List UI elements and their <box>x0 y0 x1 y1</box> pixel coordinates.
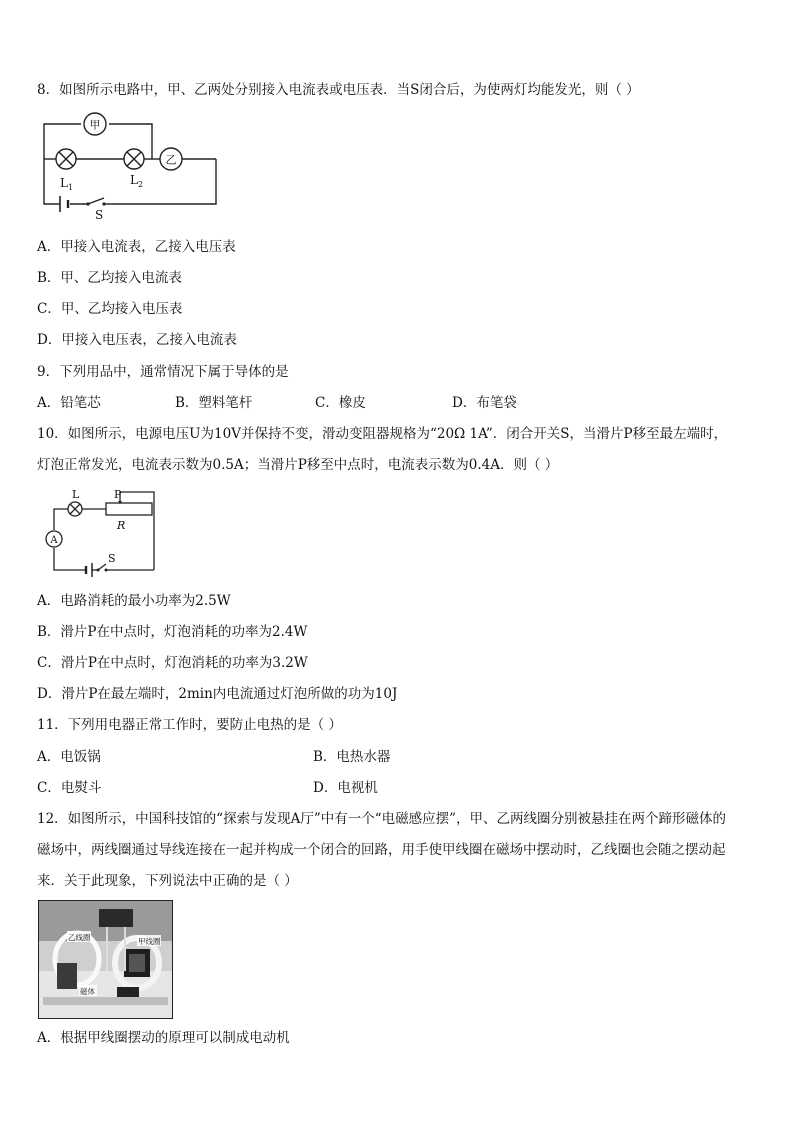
q12-label-coil-b: 乙线圈 <box>68 933 91 942</box>
q8-lamp1-label: $L_1$ <box>60 176 74 192</box>
q8-option-c[interactable]: C．甲、乙均接入电压表 <box>37 301 183 317</box>
q10-slider-label: P <box>114 488 122 501</box>
q11-option-b[interactable]: B．电热水器 <box>313 749 391 765</box>
q10-circuit-diagram <box>40 484 165 584</box>
q9-option-d[interactable]: D．布笔袋 <box>452 395 517 411</box>
q10-option-b[interactable]: B．滑片P在中点时，灯泡消耗的功率为2.4W <box>37 624 308 640</box>
q8-switch-label: S <box>95 208 104 222</box>
q9-option-a[interactable]: A．铅笔芯 <box>37 395 101 411</box>
q11-stem: 11．下列用电器正常工作时，要防止电热的是（ ） <box>37 717 342 733</box>
q12-stem-line1: 12．如图所示，中国科技馆的“探索与发现A厅”中有一个“电磁感应摆”，甲、乙两线圈分别被悬挂在两个蹄形磁体的 <box>37 811 727 827</box>
q8-circuit-diagram <box>40 112 220 224</box>
q8-meter-jia: 甲 <box>89 118 101 132</box>
q10-stem-line2: 灯泡正常发光，电流表示数为0.5A；当滑片P移至中点时，电流表示数为0.4A．则（ ） <box>37 457 559 473</box>
q10-lamp-label: L <box>72 488 80 501</box>
q9-stem: 9．下列用品中，通常情况下属于导体的是 <box>37 364 289 380</box>
q11-option-c[interactable]: C．电熨斗 <box>37 780 102 796</box>
q8-stem: 8．如图所示电路中，甲、乙两处分别接入电流表或电压表．当S闭合后，为使两灯均能发光，则（ ） <box>37 82 640 98</box>
q10-resistor-label: R <box>117 519 126 532</box>
q11-option-a[interactable]: A．电饭锅 <box>37 749 101 765</box>
q8-option-a[interactable]: A．甲接入电流表，乙接入电压表 <box>37 239 236 255</box>
q12-photo <box>38 900 173 1019</box>
q10-option-c[interactable]: C．滑片P在中点时，灯泡消耗的功率为3.2W <box>37 655 308 671</box>
q12-option-a[interactable]: A．根据甲线圈摆动的原理可以制成电动机 <box>37 1030 290 1046</box>
q12-label-magnet: 磁体 <box>80 987 95 996</box>
q9-option-c[interactable]: C．橡皮 <box>315 395 366 411</box>
q8-lamp2-label: $L_2$ <box>130 173 144 189</box>
q8-option-b[interactable]: B．甲、乙均接入电流表 <box>37 270 182 286</box>
q10-switch-label: S <box>108 552 116 565</box>
q10-stem-line1: 10．如图所示，电源电压U为10V并保持不变，滑动变阻器规格为“20Ω 1A”．闭合开关S，当滑片P移至最左端时， <box>37 426 728 442</box>
q8-meter-yi: 乙 <box>165 153 177 167</box>
q10-option-d[interactable]: D．滑片P在最左端时，2min内电流通过灯泡所做的功为10J <box>37 686 398 702</box>
q12-label-coil-a: 甲线圈 <box>138 937 161 946</box>
q12-stem-line3: 来．关于此现象，下列说法中正确的是（ ） <box>37 873 298 889</box>
q12-stem-line2: 磁场中，两线圈通过导线连接在一起并构成一个闭合的回路，用手使甲线圈在磁场中摆动时，乙线圈也会随之摆动起 <box>37 842 726 858</box>
q9-option-b[interactable]: B．塑料笔杆 <box>175 395 253 411</box>
q10-option-a[interactable]: A．电路消耗的最小功率为2.5W <box>37 593 231 609</box>
q11-option-d[interactable]: D．电视机 <box>313 780 378 796</box>
q10-ammeter-label: A <box>50 535 58 546</box>
q8-option-d[interactable]: D．甲接入电压表，乙接入电流表 <box>37 332 237 348</box>
